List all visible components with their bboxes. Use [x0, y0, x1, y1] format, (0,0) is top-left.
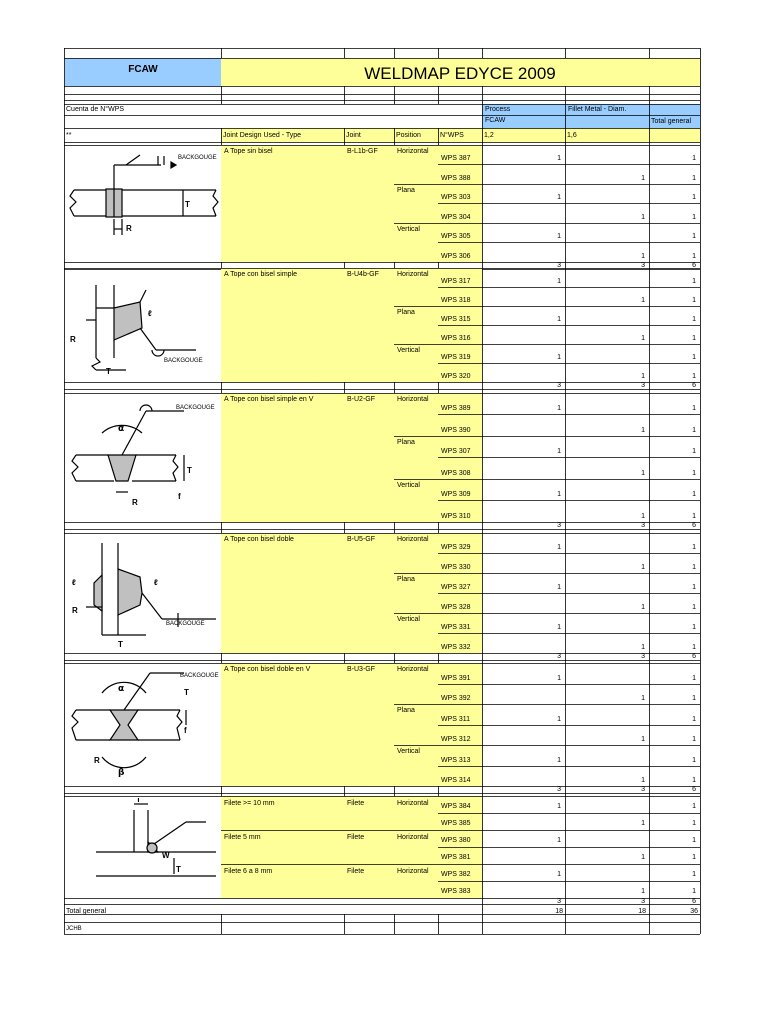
svg-text:R: R — [72, 606, 78, 615]
column-header-position: Position — [396, 132, 421, 139]
count-total-cell: 1 — [692, 175, 696, 182]
wps-id-cell: WPS 305 — [441, 233, 471, 240]
count-1-2-cell — [483, 734, 564, 744]
footer-initials: JCHB — [66, 926, 82, 932]
count-total-cell: 1 — [692, 278, 696, 285]
count-1-6-cell — [566, 153, 648, 163]
subtotal-1-6-cell: 3 — [641, 522, 645, 529]
count-1-6-cell: 1 — [641, 335, 645, 342]
fcaw-header-label: FCAW — [128, 64, 158, 75]
diagram-backgouge-label: BACKGOUGE — [166, 621, 205, 627]
subtotal-1-6-cell: 3 — [641, 898, 645, 905]
joint-code-label: B-L1b-GF — [347, 148, 378, 155]
count-total-cell: 1 — [692, 297, 696, 304]
count-1-2-cell: 1 — [557, 871, 561, 878]
count-1-6-cell — [566, 231, 648, 241]
fillet-type-label: Filete 5 mm — [224, 834, 261, 841]
joint-code-label: B-U5-GF — [347, 536, 375, 543]
count-1-6-cell — [566, 352, 648, 362]
count-total-cell: 1 — [692, 871, 696, 878]
subtotal-1-6-cell: 3 — [641, 786, 645, 793]
process-label: Process — [485, 106, 511, 113]
position-label: Horizontal — [397, 271, 429, 278]
wps-id-cell: WPS 382 — [441, 871, 471, 878]
wps-id-cell: WPS 306 — [441, 253, 471, 260]
svg-text:R: R — [70, 335, 76, 344]
subtotal-1-2-cell: 3 — [557, 898, 561, 905]
count-1-2-cell — [483, 602, 564, 612]
count-total-cell: 1 — [692, 155, 696, 162]
svg-text:T: T — [184, 688, 189, 697]
subtotal-1-2-cell: 3 — [557, 382, 561, 389]
fillet-t-joint-diagram-icon — [66, 798, 220, 894]
wps-id-cell: WPS 312 — [441, 736, 471, 743]
wps-id-cell: WPS 316 — [441, 335, 471, 342]
count-1-6-cell: 1 — [641, 777, 645, 784]
square-butt-joint-diagram-icon — [66, 145, 220, 255]
count-total-cell: 1 — [692, 837, 696, 844]
svg-text:R: R — [126, 224, 132, 233]
count-1-2-cell — [483, 852, 564, 862]
wps-id-cell: WPS 384 — [441, 803, 471, 810]
column-header-joint: Joint — [346, 132, 361, 139]
total-general-1-6: 18 — [638, 908, 646, 915]
svg-text:W: W — [162, 851, 170, 860]
count-total-cell: 1 — [692, 695, 696, 702]
wps-id-cell: WPS 330 — [441, 564, 471, 571]
count-1-2-cell: 1 — [557, 354, 561, 361]
count-total-cell: 1 — [692, 564, 696, 571]
svg-text:T: T — [136, 798, 141, 804]
column-header-diam-1-2: 1,2 — [484, 132, 494, 139]
count-1-6-cell — [566, 622, 648, 632]
count-total-cell: 1 — [692, 644, 696, 651]
position-label: Plana — [397, 439, 415, 446]
wps-id-cell: WPS 303 — [441, 194, 471, 201]
subtotal-total-cell: 6 — [692, 898, 696, 905]
count-1-2-cell: 1 — [557, 194, 561, 201]
count-1-2-cell — [483, 425, 564, 435]
fillet-joint-label: Filete — [347, 868, 365, 875]
count-1-2-cell: 1 — [557, 757, 561, 764]
count-1-6-cell: 1 — [641, 888, 645, 895]
svg-text:T: T — [176, 865, 181, 874]
position-label: Horizontal — [397, 536, 429, 543]
count-1-6-cell — [566, 673, 648, 683]
single-v-groove-butt-joint-diagram-icon — [66, 397, 220, 517]
double-bevel-butt-joint-diagram-icon — [66, 535, 220, 655]
count-1-2-cell — [483, 173, 564, 183]
count-1-6-cell — [566, 314, 648, 324]
count-1-2-cell: 1 — [557, 837, 561, 844]
total-general-header: Total general — [651, 118, 692, 125]
count-1-6-cell — [566, 446, 648, 456]
joint-type-label: A Tope con bisel simple — [224, 271, 298, 278]
subtotal-1-6-cell: 3 — [641, 653, 645, 660]
count-1-2-cell — [483, 886, 564, 896]
fillet-type-label: Filete 6 a 8 mm — [224, 868, 273, 875]
svg-text:T: T — [118, 640, 123, 649]
wps-id-cell: WPS 319 — [441, 354, 471, 361]
count-total-cell: 1 — [692, 604, 696, 611]
wps-id-cell: WPS 389 — [441, 405, 471, 412]
count-1-2-cell: 1 — [557, 316, 561, 323]
wps-id-cell: WPS 310 — [441, 513, 471, 520]
position-label: Horizontal — [397, 148, 429, 155]
total-general-label: Total general — [66, 908, 107, 915]
svg-text:ℓ: ℓ — [72, 578, 76, 587]
count-total-cell: 1 — [692, 757, 696, 764]
star-label: ** — [66, 132, 72, 139]
fillet-joint-label: Filete — [347, 834, 365, 841]
count-total-cell: 1 — [692, 888, 696, 895]
svg-text:ℓ: ℓ — [148, 309, 152, 318]
count-total-cell: 1 — [692, 544, 696, 551]
subtotal-1-2-cell: 3 — [557, 262, 561, 269]
count-1-6-cell: 1 — [641, 820, 645, 827]
wps-id-cell: WPS 387 — [441, 155, 471, 162]
joint-type-label: A Tope con bisel doble — [224, 536, 294, 543]
diagram-backgouge-label: BACKGOUGE — [176, 405, 215, 411]
wps-id-cell: WPS 331 — [441, 624, 471, 631]
fillet-position-label: Horizontal — [397, 868, 429, 875]
joint-type-label: A Tope sin bisel — [224, 148, 273, 155]
svg-text:T: T — [185, 200, 190, 209]
wps-id-cell: WPS 332 — [441, 644, 471, 651]
count-1-2-cell: 1 — [557, 233, 561, 240]
count-total-cell: 1 — [692, 335, 696, 342]
count-1-2-cell: 1 — [557, 675, 561, 682]
count-1-6-cell: 1 — [641, 604, 645, 611]
position-label: Horizontal — [397, 396, 429, 403]
count-1-6-cell — [566, 276, 648, 286]
count-1-2-cell: 1 — [557, 405, 561, 412]
count-1-6-cell — [566, 192, 648, 202]
subtotal-total-cell: 6 — [692, 522, 696, 529]
svg-text:α: α — [118, 424, 125, 434]
wps-id-cell: WPS 314 — [441, 777, 471, 784]
position-label: Plana — [397, 576, 415, 583]
count-total-cell: 1 — [692, 233, 696, 240]
count-total-cell: 1 — [692, 316, 696, 323]
subtotal-1-2-cell: 3 — [557, 653, 561, 660]
count-1-6-cell: 1 — [641, 253, 645, 260]
subtotal-1-6-cell: 3 — [641, 262, 645, 269]
count-total-cell: 1 — [692, 716, 696, 723]
count-1-2-cell: 1 — [557, 278, 561, 285]
subtotal-total-cell: 6 — [692, 262, 696, 269]
wps-id-cell: WPS 388 — [441, 175, 471, 182]
single-bevel-butt-joint-diagram-icon — [66, 270, 220, 380]
fillet-yellow-bg — [221, 796, 482, 898]
count-1-6-cell — [566, 403, 648, 413]
count-total-cell: 1 — [692, 854, 696, 861]
fcaw-small-label: FCAW — [485, 117, 506, 124]
position-label: Plana — [397, 309, 415, 316]
count-1-2-cell: 1 — [557, 803, 561, 810]
count-total-cell: 1 — [692, 820, 696, 827]
page-title: WELDMAP EDYCE 2009 — [364, 64, 556, 83]
position-label: Plana — [397, 707, 415, 714]
count-total-cell: 1 — [692, 513, 696, 520]
subtotal-1-6-cell: 3 — [641, 382, 645, 389]
svg-text:f: f — [184, 726, 187, 735]
count-total-cell: 1 — [692, 194, 696, 201]
count-1-6-cell — [566, 714, 648, 724]
joint-code-label: B-U3-GF — [347, 666, 375, 673]
position-label: Vertical — [397, 482, 420, 489]
position-label: Vertical — [397, 748, 420, 755]
count-1-6-cell: 1 — [641, 695, 645, 702]
position-label: Vertical — [397, 347, 420, 354]
count-total-cell: 1 — [692, 448, 696, 455]
position-label: Vertical — [397, 616, 420, 623]
count-1-2-cell — [483, 212, 564, 222]
cuenta-label: Cuenta de N°WPS — [66, 106, 125, 113]
count-1-6-cell: 1 — [641, 564, 645, 571]
count-1-2-cell: 1 — [557, 716, 561, 723]
count-total-cell: 1 — [692, 405, 696, 412]
count-total-cell: 1 — [692, 777, 696, 784]
subtotal-total-cell: 6 — [692, 786, 696, 793]
wps-id-cell: WPS 329 — [441, 544, 471, 551]
count-1-6-cell — [566, 801, 648, 811]
wps-id-cell: WPS 383 — [441, 888, 471, 895]
wps-id-cell: WPS 327 — [441, 584, 471, 591]
total-general-1-2: 18 — [555, 908, 563, 915]
count-1-6-cell — [566, 489, 648, 499]
wps-id-cell: WPS 315 — [441, 316, 471, 323]
wps-id-cell: WPS 313 — [441, 757, 471, 764]
count-total-cell: 1 — [692, 803, 696, 810]
fillet-position-label: Horizontal — [397, 800, 429, 807]
count-total-cell: 1 — [692, 354, 696, 361]
wps-id-cell: WPS 307 — [441, 448, 471, 455]
count-1-2-cell: 1 — [557, 448, 561, 455]
svg-text:R: R — [132, 498, 138, 507]
diagram-backgouge-label: BACKGOUGE — [178, 155, 217, 161]
wps-id-cell: WPS 385 — [441, 820, 471, 827]
diagram-backgouge-label: BACKGOUGE — [164, 358, 203, 364]
count-1-6-cell: 1 — [641, 736, 645, 743]
position-label: Vertical — [397, 226, 420, 233]
joint-type-label: A Tope con bisel doble en V — [224, 666, 311, 673]
count-total-cell: 1 — [692, 584, 696, 591]
fillet-type-label: Filete >= 10 mm — [224, 800, 275, 807]
wps-id-cell: WPS 381 — [441, 854, 471, 861]
column-header-joint-design: Joint Design Used - Type — [223, 132, 302, 139]
wps-id-cell: WPS 392 — [441, 695, 471, 702]
count-total-cell: 1 — [692, 253, 696, 260]
svg-text:T: T — [187, 466, 192, 475]
wps-id-cell: WPS 317 — [441, 278, 471, 285]
wps-id-cell: WPS 304 — [441, 214, 471, 221]
svg-text:β: β — [118, 768, 125, 778]
count-1-2-cell: 1 — [557, 584, 561, 591]
wps-id-cell: WPS 308 — [441, 470, 471, 477]
double-v-groove-butt-joint-diagram-icon — [66, 665, 220, 785]
wps-id-cell: WPS 380 — [441, 837, 471, 844]
count-1-6-cell: 1 — [641, 427, 645, 434]
count-total-cell: 1 — [692, 427, 696, 434]
svg-text:ℓ: ℓ — [154, 578, 158, 587]
count-1-2-cell — [483, 468, 564, 478]
count-1-2-cell: 1 — [557, 624, 561, 631]
wps-id-cell: WPS 318 — [441, 297, 471, 304]
wps-id-cell: WPS 311 — [441, 716, 471, 723]
diagram-backgouge-label: BACKGOUGE — [180, 673, 219, 679]
joint-code-label: B-U2-GF — [347, 396, 375, 403]
count-1-2-cell — [483, 818, 564, 828]
count-total-cell: 1 — [692, 214, 696, 221]
subtotal-total-cell: 6 — [692, 382, 696, 389]
count-total-cell: 1 — [692, 491, 696, 498]
total-general-total: 36 — [690, 908, 698, 915]
svg-text:R: R — [94, 756, 100, 765]
count-total-cell: 1 — [692, 675, 696, 682]
subtotal-1-2-cell: 3 — [557, 786, 561, 793]
svg-text:α: α — [118, 684, 125, 694]
fillet-position-label: Horizontal — [397, 834, 429, 841]
count-1-6-cell — [566, 755, 648, 765]
count-total-cell: 1 — [692, 373, 696, 380]
wps-id-cell: WPS 320 — [441, 373, 471, 380]
wps-id-cell: WPS 390 — [441, 427, 471, 434]
count-1-2-cell — [483, 333, 564, 343]
count-total-cell: 1 — [692, 624, 696, 631]
subtotal-1-2-cell: 3 — [557, 522, 561, 529]
count-1-6-cell: 1 — [641, 175, 645, 182]
joint-code-label: B-U4b-GF — [347, 271, 379, 278]
count-1-6-cell — [566, 582, 648, 592]
count-1-2-cell — [483, 693, 564, 703]
count-total-cell: 1 — [692, 470, 696, 477]
wps-id-cell: WPS 391 — [441, 675, 471, 682]
wps-id-cell: WPS 328 — [441, 604, 471, 611]
count-1-6-cell: 1 — [641, 214, 645, 221]
count-1-2-cell: 1 — [557, 491, 561, 498]
count-1-6-cell: 1 — [641, 513, 645, 520]
fillet-metal-label: Fillet Metal - Diam. — [568, 106, 627, 113]
count-1-6-cell — [566, 869, 648, 879]
count-1-6-cell — [566, 542, 648, 552]
position-label: Horizontal — [397, 666, 429, 673]
count-1-6-cell: 1 — [641, 297, 645, 304]
count-1-2-cell: 1 — [557, 155, 561, 162]
count-1-2-cell — [483, 295, 564, 305]
column-header-diam-1-6: 1,6 — [567, 132, 577, 139]
count-1-6-cell: 1 — [641, 373, 645, 380]
wps-id-cell: WPS 309 — [441, 491, 471, 498]
count-1-6-cell: 1 — [641, 470, 645, 477]
svg-text:T: T — [106, 367, 111, 376]
count-1-6-cell: 1 — [641, 854, 645, 861]
count-1-2-cell — [483, 562, 564, 572]
count-1-6-cell — [566, 835, 648, 845]
column-header-nwps: N°WPS — [440, 132, 464, 139]
subtotal-total-cell: 6 — [692, 653, 696, 660]
fillet-joint-label: Filete — [347, 800, 365, 807]
svg-text:f: f — [178, 492, 181, 501]
position-label: Plana — [397, 187, 415, 194]
count-1-2-cell: 1 — [557, 544, 561, 551]
joint-type-label: A Tope con bisel simple en V — [224, 396, 314, 403]
count-1-6-cell: 1 — [641, 644, 645, 651]
count-total-cell: 1 — [692, 736, 696, 743]
